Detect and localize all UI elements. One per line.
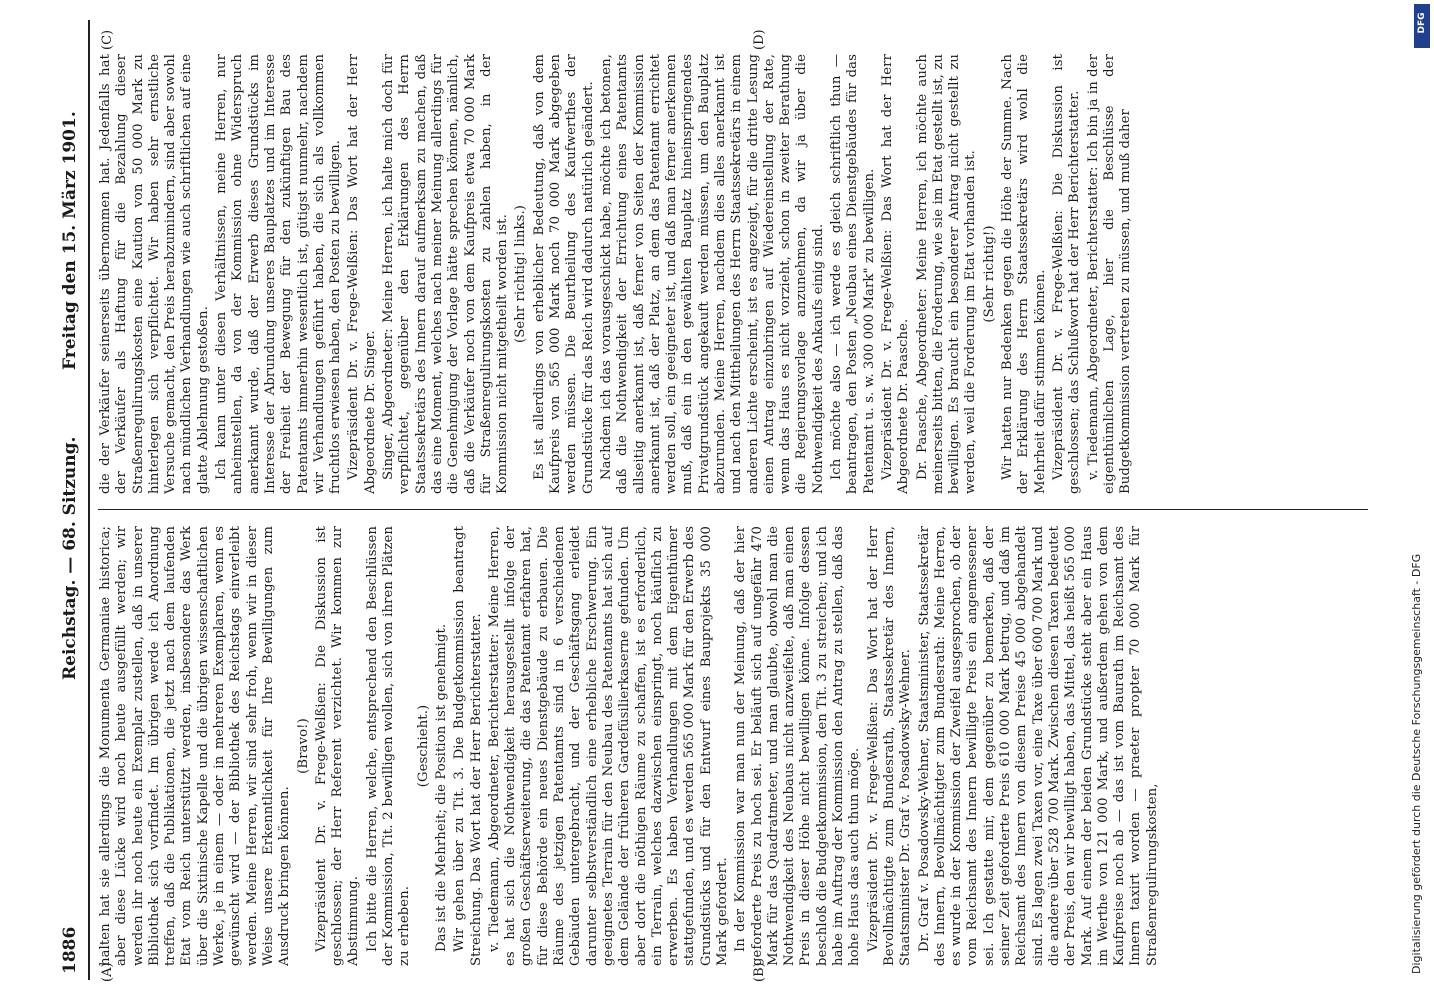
paragraph: Dr. Paasche, Abgeordneter: Meine Herren, ich möchte auch meinerseits bitten, die Forderung, wie sie im Etat gestellt ist, zu bewilligen. Es braucht ein besonderer Antrag nicht gestellt zu werden, weil die Forderung im Etat vorhanden ist. <box>914 54 979 494</box>
interjection: (Bravo!) <box>295 718 311 774</box>
paragraph: Vizepräsident Dr. v. Frege-Welßien: Das Wort hat der Herr Abgeordnete Dr. Singer. <box>346 54 378 494</box>
paragraph: Vizepräsident Dr. v. Frege-Welßien: Die Diskussion ist geschlossen; das Schlußwort hat der Herr Berichterstatter. <box>1050 54 1083 494</box>
paragraph: Ich möchte also — ich werde es gleich schriftlich thun — beantragen, den Posten „Neubau eines Dienstgebäudes für das Patentamt u. s. w. 300 000 Mark" zu bewilligen. <box>829 54 877 494</box>
paragraph: Das ist die Mehrheit; die Position ist genehmigt. <box>433 623 449 952</box>
paragraph: Es ist allerdings von erheblicher Bedeutung, daß von dem Kaufpreis von 565 000 Mark noch 70 000 Mark abgegeben werden müssen. Die Beurtheilung des Kaufwerthes der Grundstücke für das Reich wird dadurch natürlich geändert. <box>531 54 596 494</box>
paragraph: v. Tiedemann, Abgeordneter, Berichterstatter: Meine Herren, es hat sich die Nothwendigkeit herausgestellt infolge der großen Geschäftserweiterung, die das Patentamt erfahren hat, für diese Behörde ein neues Dienstgebäude zu erbauen. Die Räume des jetzigen Patentamts sind in 6 verschiedenen Gebäuden untergebracht, und der Geschäftsgang erleidet darunter selbstverständlich eine erhebliche Erschwerung. Ein geeignetes Terrain für den Neubau des Patentamts hat sich auf dem Gelände der früheren Gardefüsilierkaserne gefunden. Um aber dort die nöthigen Räume zu schaffen, ist es erforderlich, ein Terrain, welches dazwischen einspringt, noch käuflich zu erwerben. Es haben Verhandlungen mit dem Eigenthümer stattgefunden, und es werden 565 000 Mark für den Erwerb des Grundstücks und für den Entwurf eines Bauprojekts 35 000 Mark gefordert. <box>486 526 730 966</box>
paragraph: Ich bitte die Herren, welche, entsprechend den Beschlüssen der Kommission, Tit. 2 bewilligen wollen, sich von ihren Plätzen zu erheben. <box>364 526 413 966</box>
paragraph: halten hat sie allerdings die Monumenta Germaniae historica; aber diese Lücke wird noch heute ausgefüllt werden; wir werden ihr noch heute ein Exemplar zustellen, daß in unserer Bibliothek sich vorfindet. Im übrigen werde ich Anordnung treffen, daß die Publikationen, die jetzt nach dem laufenden Etat vom Reich unterstützt werden, insbesondere das Werk über die Sixtinische Kapelle und die übrigen wissenschaftlichen Werke, je in einem — oder in mehreren Exemplaren, wenn es gewünscht wird — der Bibliothek des Reichstags einverleibt werden. Meine Herren, wir sind sehr froh, wenn wir in dieser Weise unsere Erkenntlichkeit für Ihre Bewilligungen zum Ausdruck bringen können. <box>98 526 293 966</box>
right-column <box>98 54 1368 494</box>
session-title: Reichstag. — 68. Sitzung. <box>60 436 80 680</box>
column-divider <box>98 509 1368 510</box>
paragraph: In der Kommission war man nun der Meinung, daß der hier geforderte Preis zu hoch sei. Er beläuft sich auf ungefähr 470 Mark für das Quadratmeter, und man glaubte, obwohl man die Nothwendigkeit des Neubaus nicht anzweifelte, daß man einen Preis in dieser Höhe nicht bewilligen könne. Infolge dessen beschloß die Budgetkommission, den Tit. 3 zu streichen; und ich habe im Auftrag der Kommission den Antrag zu stellen, daß das hohe Haus das auch thun möge. <box>733 526 863 966</box>
page-number: 1886 <box>60 926 80 974</box>
page-header <box>52 20 90 980</box>
paragraph: v. Tiedemann, Abgeordneter, Berichterstatter: Ich bin ja in der eigenthümlichen Lage, hier die Beschlüsse der Budgetkommission vertreten zu müssen, und muß daher <box>1085 54 1134 494</box>
paragraph: Vizepräsident Dr. v. Frege-Welßien: Das Wort hat der Herr Abgeordnete Dr. Paasche. <box>879 54 912 494</box>
paragraph: Wir gehen über zu Tit. 3. Die Budgetkommission beantragt Streichung. Das Wort hat der Herr Berichterstatter. <box>452 526 484 966</box>
digitization-note <box>1410 14 1430 994</box>
paragraph: Ich kann unter diesen Verhältnissen, meine Herren, nur anheimstellen, da von der Kommission ohne Widerspruch anerkannt wurde, daß der Erwerb dieses Grundstücks im Interesse der Abrundung unseres Bauplatzes und im Interesse der Freiheit der Bewegung für den zukünftigen Bau des Patentamts immerhin wesentlich ist, gütigst nunmehr, nachdem wir Verhandlungen geführt haben, die sich als vollkommen fruchtlos erwiesen haben, den Posten zu bewilligen. <box>214 54 344 494</box>
interjection: (Sehr richtig! links.) <box>513 204 529 344</box>
margin-marker-b: (B) <box>752 962 767 982</box>
paragraph: Wir hatten nur Bedenken gegen die Höhe der Summe. Nach der Erklärung des Herrn Staatssekretärs wird wohl die Mehrheit dafür stimmen können. <box>1000 54 1048 494</box>
paragraph: Singer, Abgeordneter: Meine Herren, ich halte mich doch für verpflichtet, gegenüber den Erklärungen des Herrn Staatssekretärs des Innern darauf aufmerksam zu machen, daß das eine Moment, welches nach meiner Meinung allerdings für die Genehmigung der Vorlage hätte sprechen können, nämlich, daß die Verkäufer noch von dem Kaufpreis etwa 70 000 Mark für Straßenregulirungskosten zu zahlen haben, in der Kommission nicht mitgetheilt worden ist. <box>381 54 511 494</box>
paragraph: die der Verkäufer seinerseits übernommen hat. Jedenfalls hat der Verkäufer als Haftung für die Bezahlung dieser Straßenregulirungskosten eine Kaution von 50 000 Mark zu hinterlegen sich verpflichtet. Wir haben sehr ernstliche Versuche gemacht, den Preis herabzumindern, sind aber sowohl nach mündlichen Verhandlungen wie auch schriftlichen auf eine glatte Ablehnung gestoßen. <box>98 54 211 494</box>
dfg-logo-text: DFG <box>1417 12 1427 34</box>
digitization-note-text: Digitalisierung gefördert durch die Deutsche Forschungsgemeinschaft - DFG <box>1410 553 1423 974</box>
interjection: (Sehr richtig!) <box>981 225 997 323</box>
margin-marker-c: (C) <box>100 29 115 50</box>
paragraph: Nachdem ich das vorausgeschickt habe, möchte ich betonen, daß die Nothwendigkeit der Errichtung eines Patentamts allseitig anerkannt ist, daß ferner von Seiten der Kommission anerkannt ist, daß der Platz, an dem das Patentamt errichtet werden soll, ein geeigneter ist, und daß man ferner anerkennen muß, daß ein in den gewählten Bauplatz hineinspringendes Privatgrundstück angekauft werden müssen, um den Bauplatz abzurunden. Meine Herren, nachdem dies alles anerkannt ist und nach den Mittheilungen des Herrn Staatssekretärs in einem anderen Lichte erscheint, ist es angezeigt, für die dritte Lesung einen Antrag einzubringen auf Wiedereinstellung der Rate, wenn das Haus es nicht vorzieht, schon in zweiter Berathung die Regierungsvorlage anzunehmen, da wir ja über die Nothwendigkeit des Ankaufs einig sind. <box>598 54 826 494</box>
paragraph: Vizepräsident Dr. v. Frege-Welßien: Das Wort hat der Herr Bevollmächtigte zum Bundesrath, Staatssekretär des Innern, Staatsminister Dr. Graf v. Posadowsky-Wehner. <box>865 526 914 966</box>
interjection: (Geschieht.) <box>415 704 431 788</box>
left-column <box>98 526 1368 966</box>
session-date: Freitag den 15. März 1901. <box>60 111 80 370</box>
paragraph: Vizepräsident Dr. v. Frege-Welßien: Die Diskussion ist geschlossen; der Herr Referent verzichtet. Wir kommen zur Abstimmung. <box>313 526 362 966</box>
margin-marker-d: (D) <box>752 29 767 50</box>
document-page <box>52 20 1382 980</box>
margin-marker-a: (A) <box>100 962 115 982</box>
paragraph: Dr. Graf v. Posadowsky-Wehner, Staatsminister, Staatssekretär des Innern, Bevollmächtigter zum Bundesrath: Meine Herren, es wurde in der Kommission der Zweifel ausgesprochen, ob der vom Reichsamt des Innern bewilligte Preis ein angemessener sei. Ich gestatte mir, dem gegenüber zu bemerken, daß der seiner Zeit geforderte Preis 610 000 Mark betrug, und daß im Reichsamt des Innern von diesem Preise 45 000 abgehandelt sind. Es lagen zwei Taxen vor, eine Taxe über 600 700 Mark und die andere über 528 700 Mark. Zwischen diesen Taxen bedeutet der Preis, den wir bewilligt haben, das Mittel, das heißt 565 000 Mark. Auf einem der beiden Grundstücke steht aber ein Haus im Werthe von 121 000 Mark, und außerdem gehen von dem Kaufpreise noch ab — das ist vom Baurath im Reichsamt des Innern taxirt worden — praeter propter 70 000 Mark für Straßenregulirungskosten, <box>916 526 1160 966</box>
